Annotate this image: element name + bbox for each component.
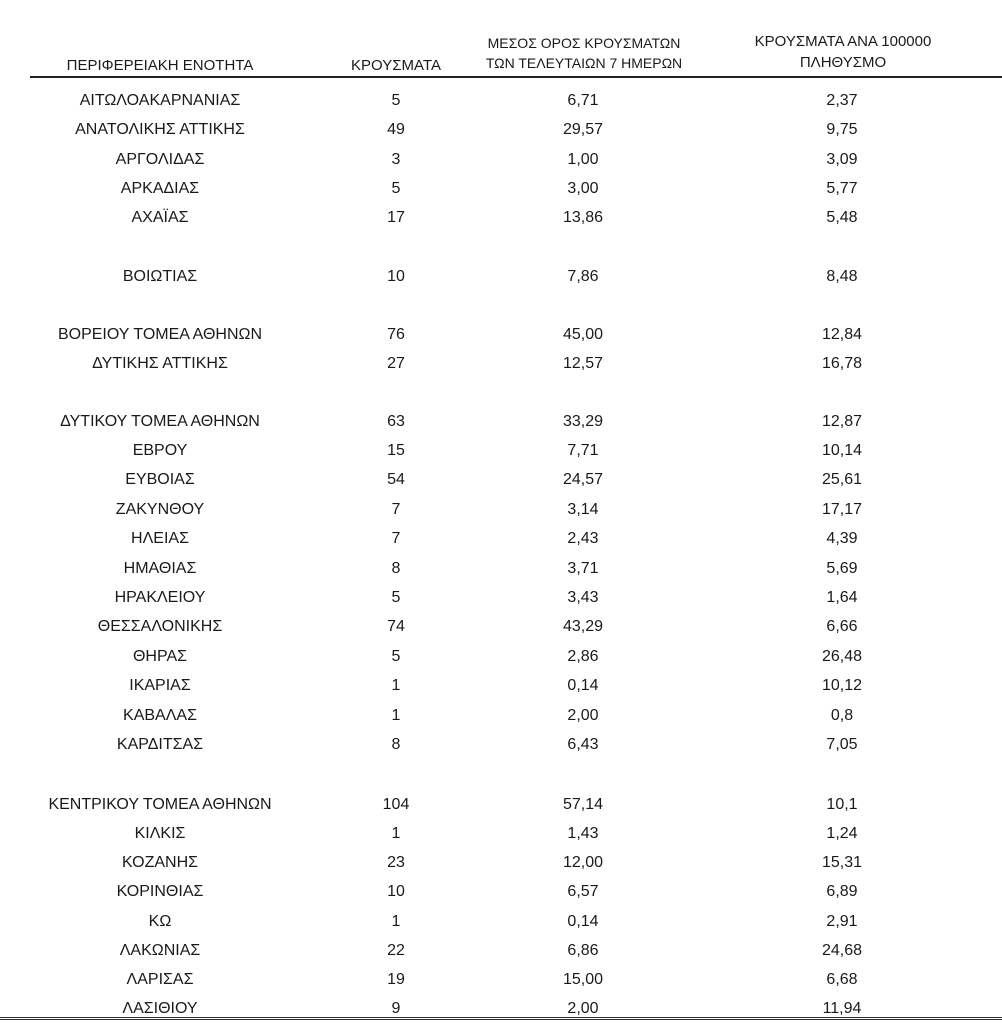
header-avg-line2: ΤΩΝ ΤΕΛΕΥΤΑΙΩΝ 7 ΗΜΕΡΩΝ bbox=[485, 55, 683, 71]
table-row bbox=[0, 145, 1002, 171]
cell-avg: 2,00 bbox=[567, 1000, 599, 1017]
cell-avg: 7,86 bbox=[567, 268, 599, 285]
cell-per100k: 17,17 bbox=[821, 501, 863, 518]
cell-per100k: 6,89 bbox=[826, 883, 858, 900]
table-row bbox=[0, 877, 1002, 903]
cell-per100k: 0,8 bbox=[830, 707, 854, 724]
cell-avg: 3,14 bbox=[567, 501, 599, 518]
cell-avg: 6,43 bbox=[567, 736, 599, 753]
cell-per100k: 9,75 bbox=[826, 121, 858, 138]
cell-region: ΚΩ bbox=[148, 913, 172, 930]
cell-avg: 15,00 bbox=[562, 971, 604, 988]
cell-avg: 43,29 bbox=[562, 618, 604, 635]
cell-avg: 33,29 bbox=[562, 413, 604, 430]
header-region: ΠΕΡΙΦΕΡΕΙΑΚΗ ΕΝΟΤΗΤΑ bbox=[66, 57, 254, 74]
cell-region: ΔΥΤΙΚΗΣ ΑΤΤΙΚΗΣ bbox=[92, 355, 228, 372]
cell-per100k: 2,37 bbox=[826, 92, 858, 109]
cell-cases: 1 bbox=[391, 913, 401, 930]
cell-region: ΙΚΑΡΙΑΣ bbox=[129, 677, 191, 694]
cell-region: ΕΥΒΟΙΑΣ bbox=[125, 471, 195, 488]
table-row bbox=[0, 671, 1002, 697]
cell-cases: 17 bbox=[387, 209, 405, 226]
cell-cases: 22 bbox=[387, 942, 405, 959]
cell-region: ΗΡΑΚΛΕΙΟΥ bbox=[114, 589, 206, 606]
cell-region: ΚΟΡΙΝΘΙΑΣ bbox=[116, 883, 204, 900]
cell-avg: 7,71 bbox=[567, 442, 599, 459]
table-row bbox=[0, 612, 1002, 638]
cell-per100k: 15,31 bbox=[821, 854, 863, 871]
table-row bbox=[0, 907, 1002, 933]
cell-per100k: 11,94 bbox=[822, 1000, 862, 1017]
table-row bbox=[0, 407, 1002, 433]
table-row bbox=[0, 583, 1002, 609]
table-row bbox=[0, 819, 1002, 845]
table-row bbox=[0, 730, 1002, 756]
cell-cases: 5 bbox=[391, 648, 401, 665]
cell-cases: 8 bbox=[391, 736, 401, 753]
table-row bbox=[0, 262, 1002, 288]
cell-region: ΑΡΓΟΛΙΔΑΣ bbox=[115, 151, 205, 168]
cell-per100k: 6,68 bbox=[826, 971, 858, 988]
cell-region: ΑΙΤΩΛΟΑΚΑΡΝΑΝΙΑΣ bbox=[79, 92, 241, 109]
cell-cases: 1 bbox=[391, 707, 401, 724]
bottom-rule bbox=[0, 1017, 1002, 1020]
table-row bbox=[0, 642, 1002, 668]
header-rule bbox=[30, 76, 1002, 78]
cell-cases: 27 bbox=[387, 355, 405, 372]
cell-avg: 1,43 bbox=[567, 825, 599, 842]
table-row bbox=[0, 465, 1002, 491]
cell-cases: 49 bbox=[387, 121, 405, 138]
table-row bbox=[0, 174, 1002, 200]
cell-per100k: 12,84 bbox=[821, 326, 863, 343]
cell-region: ΚΕΝΤΡΙΚΟΥ ΤΟΜΕΑ ΑΘΗΝΩΝ bbox=[48, 796, 272, 813]
cell-cases: 5 bbox=[391, 92, 401, 109]
cell-avg: 2,86 bbox=[567, 648, 599, 665]
cell-region: ΖΑΚΥΝΘΟΥ bbox=[115, 501, 205, 518]
table-row bbox=[0, 965, 1002, 991]
cell-cases: 10 bbox=[387, 268, 405, 285]
cell-region: ΒΟΡΕΙΟΥ ΤΟΜΕΑ ΑΘΗΝΩΝ bbox=[57, 326, 263, 343]
cell-cases: 1 bbox=[391, 677, 401, 694]
cell-cases: 5 bbox=[391, 589, 401, 606]
cell-per100k: 4,39 bbox=[826, 530, 858, 547]
cell-cases: 7 bbox=[391, 501, 401, 518]
cell-region: ΒΟΙΩΤΙΑΣ bbox=[122, 268, 198, 285]
cell-avg: 24,57 bbox=[562, 471, 604, 488]
cell-avg: 13,86 bbox=[562, 209, 604, 226]
cell-per100k: 10,14 bbox=[821, 442, 863, 459]
table-row bbox=[0, 701, 1002, 727]
cell-per100k: 25,61 bbox=[821, 471, 863, 488]
cell-avg: 0,14 bbox=[567, 677, 599, 694]
cell-per100k: 3,09 bbox=[826, 151, 858, 168]
cell-per100k: 2,91 bbox=[826, 913, 858, 930]
cell-cases: 8 bbox=[391, 560, 401, 577]
cell-region: ΑΡΚΑΔΙΑΣ bbox=[120, 180, 200, 197]
cell-avg: 6,57 bbox=[567, 883, 599, 900]
cell-cases: 15 bbox=[387, 442, 405, 459]
table-row bbox=[0, 495, 1002, 521]
cell-cases: 5 bbox=[391, 180, 401, 197]
cell-region: ΔΥΤΙΚΟΥ ΤΟΜΕΑ ΑΘΗΝΩΝ bbox=[60, 413, 260, 430]
cell-avg: 2,00 bbox=[567, 707, 599, 724]
cell-per100k: 1,64 bbox=[826, 589, 858, 606]
cell-per100k: 1,24 bbox=[826, 825, 858, 842]
cell-avg: 6,71 bbox=[567, 92, 599, 109]
cell-region: ΑΝΑΤΟΛΙΚΗΣ ΑΤΤΙΚΗΣ bbox=[75, 121, 245, 138]
cell-avg: 3,71 bbox=[567, 560, 599, 577]
cell-avg: 0,14 bbox=[567, 913, 599, 930]
cell-region: ΚΑΡΔΙΤΣΑΣ bbox=[116, 736, 204, 753]
table-row bbox=[0, 936, 1002, 962]
cell-avg: 12,57 bbox=[562, 355, 604, 372]
cell-cases: 1 bbox=[391, 825, 401, 842]
cell-avg: 3,43 bbox=[567, 589, 599, 606]
table-row bbox=[0, 320, 1002, 346]
table-row bbox=[0, 203, 1002, 229]
cell-avg: 29,57 bbox=[562, 121, 604, 138]
cell-region: ΕΒΡΟΥ bbox=[132, 442, 188, 459]
cell-region: ΛΑΚΩΝΙΑΣ bbox=[119, 942, 201, 959]
cell-cases: 23 bbox=[387, 854, 405, 871]
table-row bbox=[0, 790, 1002, 816]
table-row bbox=[0, 436, 1002, 462]
cell-per100k: 26,48 bbox=[821, 648, 863, 665]
cell-cases: 7 bbox=[391, 530, 401, 547]
cell-region: ΑΧΑΪΑΣ bbox=[131, 209, 189, 226]
cell-cases: 19 bbox=[387, 971, 405, 988]
cell-per100k: 5,77 bbox=[826, 180, 858, 197]
cell-avg: 57,14 bbox=[562, 796, 604, 813]
cell-region: ΗΜΑΘΙΑΣ bbox=[123, 560, 197, 577]
table-row bbox=[0, 524, 1002, 550]
cell-region: ΘΗΡΑΣ bbox=[132, 648, 188, 665]
cell-per100k: 7,05 bbox=[826, 736, 858, 753]
table-row bbox=[0, 86, 1002, 112]
cell-per100k: 16,78 bbox=[821, 355, 863, 372]
cell-per100k: 10,12 bbox=[821, 677, 863, 694]
cell-cases: 9 bbox=[391, 1000, 401, 1017]
cell-avg: 2,43 bbox=[567, 530, 599, 547]
cell-per100k: 8,48 bbox=[826, 268, 858, 285]
cell-avg: 45,00 bbox=[562, 326, 604, 343]
cell-cases: 54 bbox=[387, 471, 405, 488]
cell-per100k: 6,66 bbox=[826, 618, 858, 635]
cell-region: ΗΛΕΙΑΣ bbox=[131, 530, 189, 547]
cell-per100k: 5,48 bbox=[826, 209, 858, 226]
cell-avg: 1,00 bbox=[567, 151, 599, 168]
cell-region: ΛΑΣΙΘΙΟΥ bbox=[122, 1000, 198, 1017]
cell-avg: 12,00 bbox=[562, 854, 604, 871]
header-per100k-line2: ΠΛΗΘΥΣΜΟ bbox=[799, 54, 887, 71]
cell-cases: 10 bbox=[387, 883, 405, 900]
cell-cases: 76 bbox=[387, 326, 405, 343]
header-avg-line1: ΜΕΣΟΣ ΟΡΟΣ ΚΡΟΥΣΜΑΤΩΝ bbox=[487, 35, 681, 51]
cell-avg: 6,86 bbox=[567, 942, 599, 959]
cell-avg: 3,00 bbox=[567, 180, 599, 197]
cell-per100k: 10,1 bbox=[826, 796, 858, 813]
cell-region: ΘΕΣΣΑΛΟΝΙΚΗΣ bbox=[97, 618, 223, 635]
cell-region: ΚΟΖΑΝΗΣ bbox=[121, 854, 199, 871]
cell-region: ΚΑΒΑΛΑΣ bbox=[123, 707, 197, 724]
table-row bbox=[0, 848, 1002, 874]
table-row bbox=[0, 554, 1002, 580]
cell-region: ΚΙΛΚΙΣ bbox=[134, 825, 186, 842]
cell-per100k: 12,87 bbox=[821, 413, 863, 430]
cell-cases: 63 bbox=[387, 413, 405, 430]
table-row bbox=[0, 349, 1002, 375]
cell-region: ΛΑΡΙΣΑΣ bbox=[126, 971, 194, 988]
cell-per100k: 5,69 bbox=[826, 560, 858, 577]
header-cases: ΚΡΟΥΣΜΑΤΑ bbox=[351, 57, 441, 74]
cell-cases: 3 bbox=[391, 151, 401, 168]
cell-per100k: 24,68 bbox=[821, 942, 863, 959]
table-row bbox=[0, 115, 1002, 141]
cell-cases: 74 bbox=[387, 618, 405, 635]
header-per100k-line1: ΚΡΟΥΣΜΑΤΑ ΑΝΑ 100000 bbox=[754, 33, 932, 50]
cell-cases: 104 bbox=[382, 796, 410, 813]
